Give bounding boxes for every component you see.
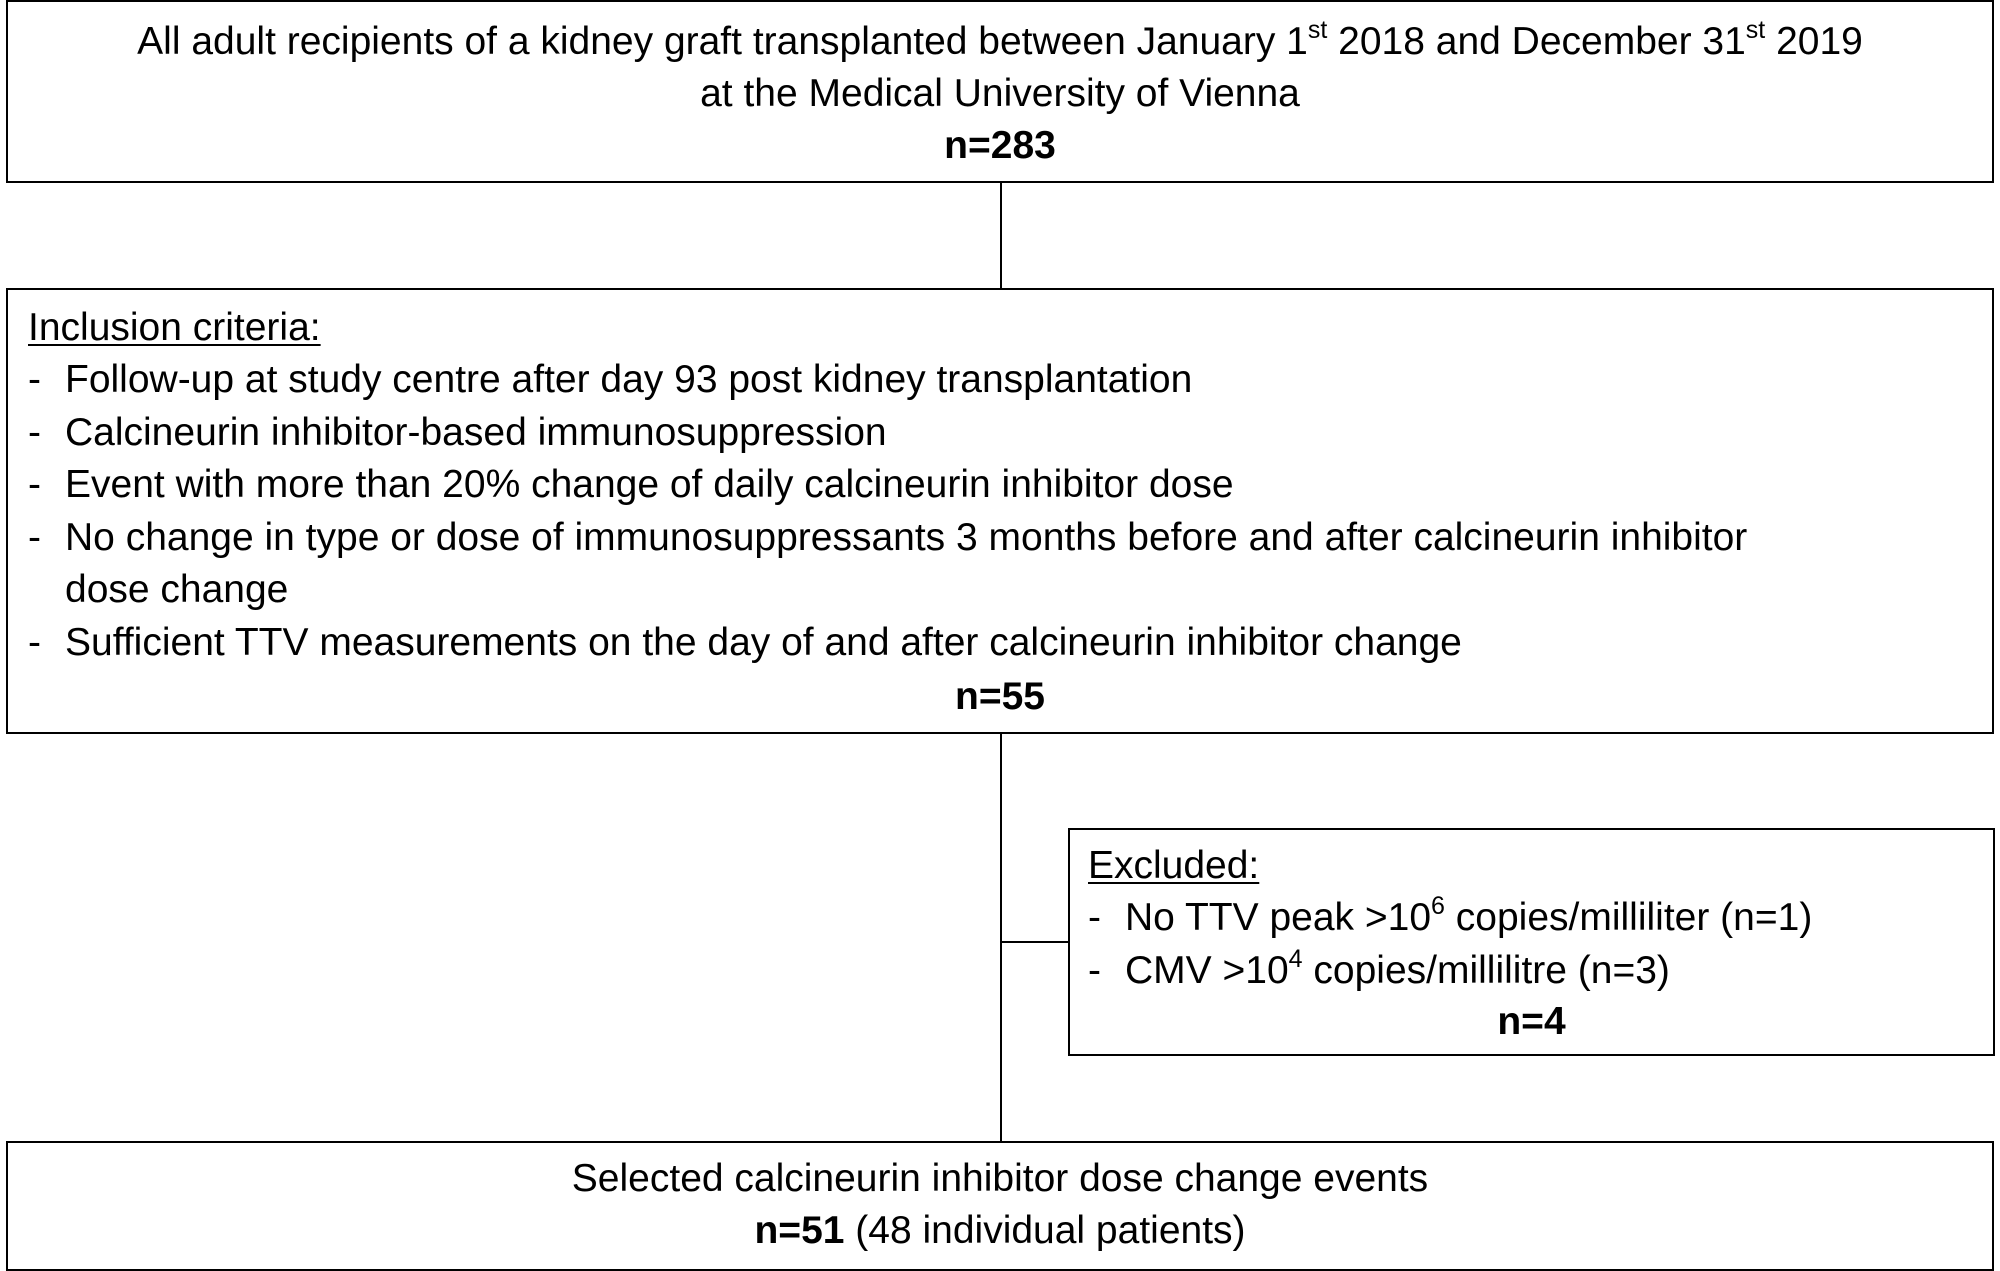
inclusion-item: - Sufficient TTV measurements on the day of and after calcineurin inhibitor change xyxy=(28,620,1462,664)
box-selected-events xyxy=(6,1141,1994,1271)
all-recipients-count: n=283 xyxy=(944,124,1056,167)
connector-inclusion-to-selected xyxy=(1000,734,1002,1141)
excluded-count: n=4 xyxy=(1497,1000,1566,1043)
all-recipients-line1: All adult recipients of a kidney graft transplanted between January 1st 2018 and December 31st 2019 xyxy=(137,16,1863,63)
selected-events-note: (48 individual patients) xyxy=(844,1209,1246,1252)
excluded-heading: Excluded: xyxy=(1088,844,1260,887)
inclusion-item: - Event with more than 20% change of daily calcineurin inhibitor dose xyxy=(28,463,1234,506)
inclusion-item: - Follow-up at study centre after day 93 post kidney transplantation xyxy=(28,358,1193,401)
inclusion-count: n=55 xyxy=(955,675,1045,718)
excluded-item-cmv: - CMV $>10^4$ copies/millilitre (n=3) xyxy=(1088,944,1670,992)
inclusion-criteria-list xyxy=(28,354,1992,669)
selected-events-count-line xyxy=(8,1205,1992,1257)
connector-top-to-inclusion xyxy=(1000,183,1002,288)
box-excluded xyxy=(1068,828,1995,1056)
excluded-list xyxy=(1088,892,1993,997)
selected-events-count: n=51 xyxy=(754,1209,845,1252)
connector-branch-to-excluded xyxy=(1000,941,1068,943)
selected-events-label: Selected calcineurin inhibitor dose change events xyxy=(571,1157,1429,1200)
inclusion-heading: Inclusion criteria: xyxy=(28,306,321,349)
all-recipients-line2: at the Medical University of Vienna xyxy=(700,72,1300,115)
box-all-recipients xyxy=(6,0,1994,183)
inclusion-item: - Calcineurin inhibitor-based immunosuppression xyxy=(28,410,887,454)
box-inclusion-criteria xyxy=(6,288,1994,734)
excluded-item-ttv: - No TTV peak $>10^6$ copies/milliliter (n=1) xyxy=(1088,892,1813,939)
inclusion-item: - No change in type or dose of immunosuppressants 3 months before and after calcineurin inhibitor dose change xyxy=(28,515,1748,611)
